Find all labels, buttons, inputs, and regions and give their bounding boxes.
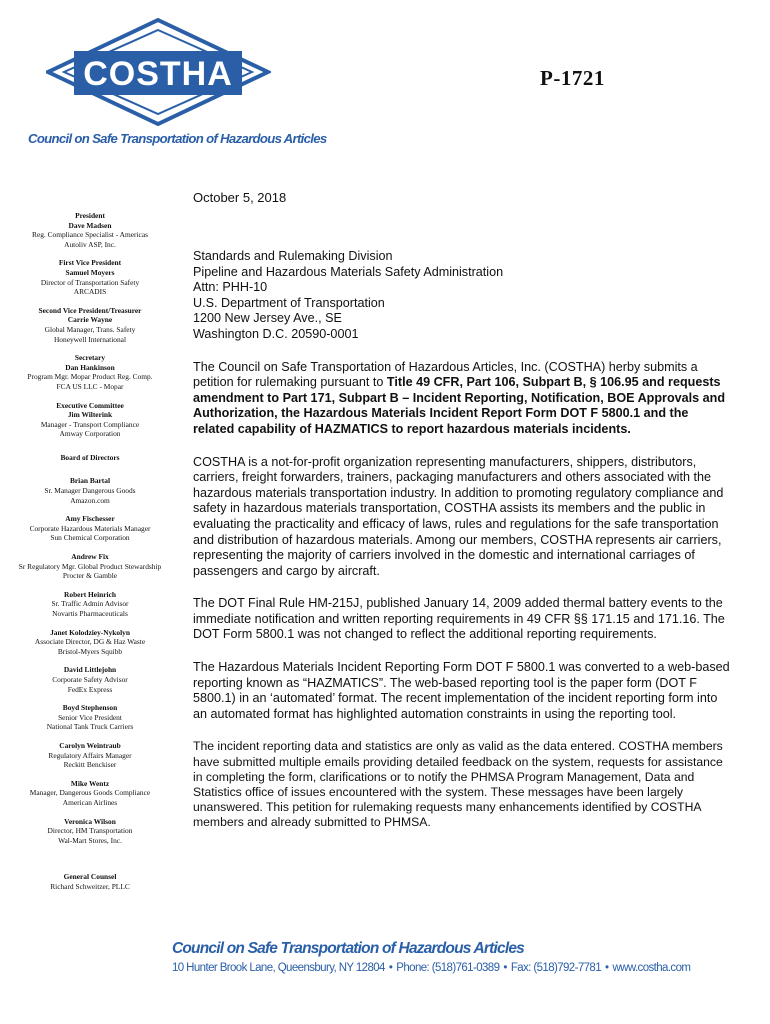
costha-logo (28, 18, 327, 153)
general-counsel: General Counsel Richard Schweitzer, PLLC (50, 872, 130, 891)
logo-tagline: Council on Safe Transportation of Hazardous Articles (28, 131, 327, 146)
document-id: P-1721 (540, 66, 605, 90)
board-member: Janet Kolodziey-Nykolyn Associate Director, DG & Haz Waste Bristol-Myers Squibb (34, 627, 146, 656)
letter-body (193, 249, 733, 831)
bullet-icon: • (605, 962, 609, 974)
officer-president: President Dave Madsen Reg. Compliance Specialist - Americas Autoliv ASP, Inc. (32, 211, 148, 249)
footer-contact (172, 962, 690, 974)
board-member: Andrew Fix Sr Regulatory Mgr. Global Product Stewardship Procter & Gamble (18, 552, 162, 581)
board-member: Boyd Stephenson Senior Vice President National Tank Truck Carriers (46, 703, 134, 732)
officer-first-vp: First Vice President Samuel Moyers Director of Transportation Safety ARCADIS (40, 258, 140, 297)
costha-diamond-icon (46, 18, 271, 126)
recipient-address: Standards and Rulemaking Division Pipeline and Hazardous Materials Safety Administration Attn: PHH-10 U.S. Department of Transportation 1200 New Jersey Ave., SE Washington D.C. 20590-0001 (193, 249, 504, 341)
logo-text: COSTHA (83, 55, 233, 93)
paragraph-petition: The Council on Safe Transportation of Hazardous Articles, Inc. (COSTHA) herby submits a petition for rulemaking pursuant to Title 49 CFR, Part 106, Subpart B, § 106.95 and requests amendment to Part 171, Subpart B – Incident Reporting, Notification, BOE Approvals and Authorization, the Hazardous Materials Incident Report Form DOT F 5800.1 and the related capability of HAZMATICS to report hazardous materials incidents. (193, 359, 726, 436)
board-member: Veronica Wilson Director, HM Transportation Wal-Mart Stores, Inc. (47, 816, 133, 845)
officer-secretary: Secretary Dan Hankinson Program Mgr. Mopar Product Reg. Comp. FCA US LLC - Mopar (27, 353, 153, 391)
officer-second-vp: Second Vice President/Treasurer Carrie Wayne Global Manager, Trans. Safety Honeywell International (38, 305, 142, 344)
paragraph-final-rule: The DOT Final Rule HM-215J, published January 14, 2009 added thermal battery events to the immediate notification and written reporting requirements in 49 CFR §§ 171.15 and 171.16. The DOT Form 5800.1 was not changed to reflect the additional reporting requirements. (193, 596, 725, 642)
paragraph-hazmatics: The Hazardous Materials Incident Reporting Form DOT F 5800.1 was converted to a web-based reporting known as “HAZMATICS”. The web-based reporting tool is the paper form (DOT F 5800.1) in an ‘automated’ format. The recent implementation of the incident reporting form into an automated format has highlighted automation constraints in using the reporting tool. (193, 660, 730, 721)
paragraph-about-costha: COSTHA is a not-for-profit organization representing manufacturers, shippers, distributors, carriers, freight forwarders, trainers, packaging manufacturers and others associated with the hazardous materials transportation industry. In addition to promoting regulatory compliance and safety in hazardous materials transportation, COSTHA assists its members and the public in evaluating the practicality and efficacy of laws, rules and regulations for the safe transportation and distribution of hazardous materials. Among our members, COSTHA represents air carriers, representing the majority of carriers involved in the domestic and international carriages of passengers and cargo by aircraft. (193, 454, 724, 578)
officers-sidebar (0, 211, 180, 900)
footer-phone: Phone: (518)761-0389 (396, 962, 500, 974)
board-member: Carolyn Weintraub Regulatory Affairs Manager Reckitt Benckiser (48, 740, 132, 770)
footer-website-link[interactable]: www.costha.com (612, 962, 691, 974)
bullet-icon: • (503, 962, 507, 974)
board-heading: Board of Directors (60, 452, 120, 462)
officer-executive-committee: Executive Committee Jim Wilterink Manager - Transport Compliance Amway Corporation (40, 400, 140, 439)
footer-fax: Fax: (518)792-7781 (510, 962, 602, 974)
bullet-icon: • (388, 962, 393, 974)
board-member: Mike Wentz Manager, Dangerous Goods Compliance American Airlines (29, 778, 151, 807)
letter-date: October 5, 2018 (193, 190, 287, 205)
board-member: Robert Heinrich Sr. Traffic Admin Advisor Novartis Pharmaceuticals (51, 589, 129, 618)
board-member: Brian Bartal Sr. Manager Dangerous Goods Amazon.com (44, 476, 136, 505)
footer-address: 10 Hunter Brook Lane, Queensbury, NY 12804 (172, 962, 385, 974)
board-member: Amy Fischesser Corporate Hazardous Materials Manager Sun Chemical Corporation (29, 514, 151, 543)
board-member: David Littlejohn Corporate Safety Advisor FedEx Express (52, 665, 128, 694)
footer-org-name: Council on Safe Transportation of Hazardous Articles (172, 940, 524, 957)
paragraph-incident-data: The incident reporting data and statistics are only as valid as the data entered. COSTHA members have submitted multiple emails providing detailed feedback on the system, requests for assistance in completing the form, clarifications or to notify the PHMSA Program Management, Data and Statistics office of issues encountered with the system. These messages have been largely unanswered. This petition for rulemaking requests many enhancements identified by COSTHA members and already submitted to PHMSA. (193, 739, 723, 830)
